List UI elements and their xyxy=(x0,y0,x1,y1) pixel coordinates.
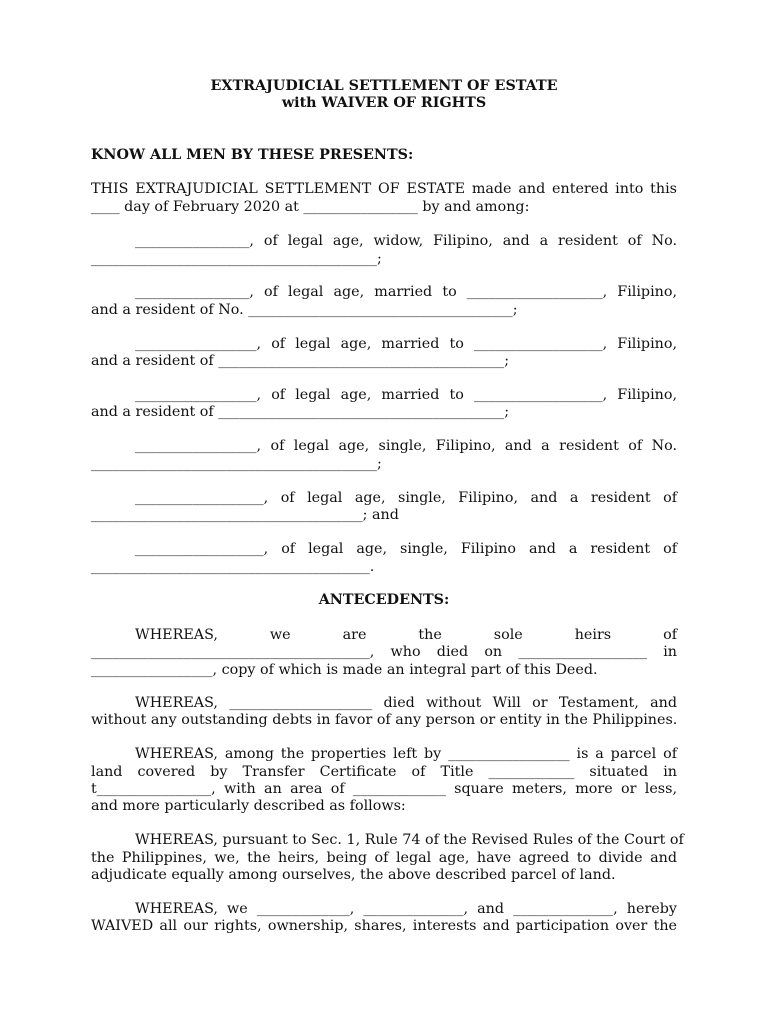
salutation: KNOW ALL MEN BY THESE PRESENTS: xyxy=(91,147,414,163)
whereas-line: WHEREAS, we _____________, ______________, and ______________, hereby xyxy=(135,901,677,917)
party-line: __________________, of legal age, single, Filipino and a resident of xyxy=(135,541,677,557)
party-line: _________________, of legal age, single, Filipino, and a resident of No. xyxy=(135,438,677,454)
whereas-line: the Philippines, we, the heirs, being of legal age, have agreed to divide and xyxy=(91,850,677,866)
party-line: _______________________________________. xyxy=(91,559,375,575)
antecedents-heading: ANTECEDENTS: xyxy=(318,592,450,608)
party-line: ________________________________________; xyxy=(91,251,382,267)
whereas-line: _________________, copy of which is made an integral part of this Deed. xyxy=(91,662,598,678)
party-line: and a resident of ________________________________________; xyxy=(91,353,510,369)
party-line: and a resident of ________________________________________; xyxy=(91,404,510,420)
whereas-line: and more particularly described as follows: xyxy=(91,798,406,814)
whereas-line: adjudicate equally among ourselves, the above described parcel of land. xyxy=(91,867,616,883)
party-line: _________________, of legal age, married to __________________, Filipino, xyxy=(135,387,677,403)
whereas-line: t________________, with an area of _____________ square meters, more or less, xyxy=(91,781,677,797)
document-subtitle: with WAIVER OF RIGHTS xyxy=(281,95,487,111)
whereas-line: WHEREAS, ____________________ died without Will or Testament, and xyxy=(135,695,677,711)
party-line: _________________, of legal age, married to __________________, Filipino, xyxy=(135,336,677,352)
whereas-line: WHEREAS, among the properties left by _________________ is a parcel of xyxy=(135,746,677,762)
party-line: __________________, of legal age, single, Filipino, and a resident of xyxy=(135,490,677,506)
party-line: ________________________________________; xyxy=(91,456,382,472)
intro-line: ____ day of February 2020 at ________________ by and among: xyxy=(91,199,530,215)
whereas-line: _______________________________________, who died on __________________ in xyxy=(91,644,677,660)
party-line: ________________, of legal age, married to ___________________, Filipino, xyxy=(135,284,677,300)
whereas-line: WAIVED all our rights, ownership, shares, interests and participation over the xyxy=(91,918,677,934)
whereas-line: without any outstanding debts in favor of any person or entity in the Philippines. xyxy=(91,712,678,728)
whereas-line: land covered by Transfer Certificate of Title ____________ situated in xyxy=(91,764,677,780)
party-line: ______________________________________; and xyxy=(91,507,399,523)
whereas-line: WHEREAS, we are the sole heirs of xyxy=(135,627,677,643)
party-line: ________________, of legal age, widow, Filipino, and a resident of No. xyxy=(135,233,677,249)
document-title: EXTRAJUDICIAL SETTLEMENT OF ESTATE xyxy=(210,78,558,94)
party-line: and a resident of No. _____________________________________; xyxy=(91,302,518,318)
whereas-line: WHEREAS, pursuant to Sec. 1, Rule 74 of the Revised Rules of the Court of xyxy=(135,832,684,848)
intro-line: THIS EXTRAJUDICIAL SETTLEMENT OF ESTATE made and entered into this xyxy=(91,181,677,197)
